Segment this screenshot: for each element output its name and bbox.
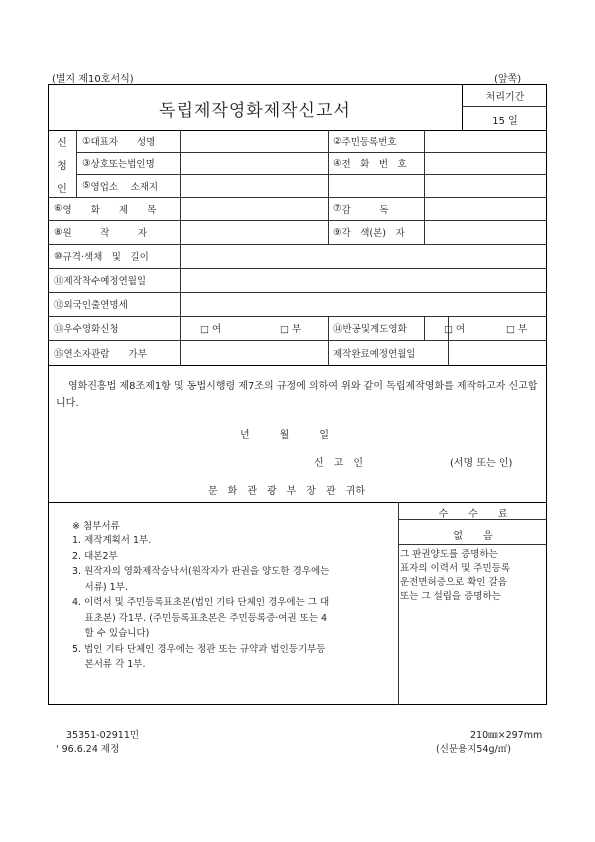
anticommunist-film-label: ⑭ 반공및계도영화 (333, 324, 407, 335)
declarant-label: 신 고 인 (314, 458, 363, 469)
page-side-label: (앞쪽) (494, 74, 522, 85)
fee-label: 수 수 료 (438, 509, 508, 520)
film-title-label: ⑥ 영 화 제 목 (54, 203, 157, 216)
company-name-label: ③ 상호또는법인명 (82, 157, 155, 170)
form-title: 독립제작영화제작신고서 (159, 100, 351, 121)
applicant-group-label-1: 신 (57, 138, 67, 149)
attachment-item: 서류) 1부. (72, 581, 128, 593)
production-start-date-input[interactable] (181, 269, 546, 291)
declaration-text: 영화진흥법 제8조제1항 및 동법시행령 제7조의 규정에 의하여 위와 같이 독립제작영화를 제작하고자 신고합니다. (56, 381, 538, 409)
excellent-no-checkbox[interactable]: □ 부 (280, 324, 302, 335)
applicant-group-label-3: 인 (57, 184, 67, 195)
attachments-heading: ※ 첨부서류 (72, 521, 120, 532)
representative-name-input[interactable] (181, 131, 327, 151)
paper-spec: (신문용지54g/㎡) (436, 744, 511, 755)
fee-value: 없 음 (453, 531, 493, 542)
format-color-length-input[interactable] (181, 245, 546, 267)
declaration-date: 년 월 일 (240, 430, 329, 441)
screenwriter-label: ⑨ 각 색(본) 자 (333, 226, 405, 239)
processing-period-label: 처리기간 (485, 92, 525, 103)
production-start-date-label: ⑪ 제작착수예정연월일 (54, 276, 147, 287)
attachment-item: 5. 법인 기타 단체인 경우에는 정관 또는 규약과 법인등기부등 (72, 643, 326, 655)
attachment-item: 본서류 각 1부. (72, 659, 146, 670)
anticommunist-no-checkbox[interactable]: □ 부 (506, 324, 528, 335)
phone-number-label: ④ 전 화 번 호 (333, 157, 407, 170)
attachment-item: 1. 제작계획서 1부. (72, 535, 152, 546)
attachment-item: 4. 이력서 및 주민등록표초본(법인 기타 단체인 경우에는 그 대 (72, 597, 330, 608)
attachment-item: 2. 대본2부 (72, 550, 118, 562)
attachment-item: 할 수 있습니다) (72, 628, 150, 639)
film-title-input[interactable] (181, 198, 327, 219)
anticommunist-yes-checkbox[interactable]: □ 여 (444, 324, 466, 335)
representative-name-label: ① 대표자 성명 (82, 135, 156, 148)
form-number: (별지 제10호서식) (52, 74, 134, 85)
paper-size: 210㎜×297mm (470, 730, 543, 741)
processing-period-value: 15 일 (492, 116, 518, 127)
original-author-label: ⑧ 원 작 자 (54, 226, 148, 239)
resident-number-input[interactable] (425, 131, 546, 151)
office-address-input[interactable] (181, 175, 546, 196)
foreign-cast-label: ⑫ 외국인출연명세 (54, 300, 128, 311)
applicant-group-label-2: 청 (57, 161, 67, 172)
attachments-list (72, 533, 329, 673)
resident-number-label: ② 주민등록번호 (333, 135, 397, 148)
form-code: 35351-02911민 (66, 730, 140, 741)
screenwriter-input[interactable] (425, 221, 546, 243)
phone-number-input[interactable] (425, 153, 546, 173)
foreign-cast-input[interactable] (181, 293, 546, 315)
director-label: ⑦ 감 독 (333, 203, 389, 216)
signature-label: (서명 또는 인) (450, 458, 513, 469)
company-name-input[interactable] (181, 153, 327, 173)
format-color-length-label: ⑩ 규격·색채 및 길이 (54, 250, 149, 263)
director-input[interactable] (425, 198, 546, 219)
attachment-item: 3. 원작자의 영화제작승낙서(원작자가 판권을 양도한 경우에는 (72, 566, 330, 577)
minor-viewing-label: ⑮ 연소자관람 가부 (54, 348, 147, 360)
fee-note: 그 판권양도를 증명하는 표자의 이력서 및 주민등록 운전면허증으로 확인 갈음 또는 그 설립을 증명하는 (400, 549, 511, 602)
office-address-label: ⑤ 영업소 소재지 (82, 180, 159, 193)
attachment-item: 표초본) 각1부. (주민등록표초본은 주민등록증·여권 또는 4 (72, 612, 328, 624)
form-enactment-date: ' 96.6.24 제정 (56, 744, 120, 755)
original-author-input[interactable] (181, 221, 327, 243)
excellent-yes-checkbox[interactable]: □ 여 (200, 324, 222, 335)
excellent-film-label: ⑬ 우수영화신청 (54, 324, 119, 335)
completion-date-input[interactable] (449, 341, 546, 364)
recipient-label: 문 화 관 광 부 장 관 귀하 (208, 486, 365, 497)
minor-viewing-input[interactable] (181, 341, 327, 364)
completion-date-label: 제작완료예정연월일 (333, 348, 416, 360)
